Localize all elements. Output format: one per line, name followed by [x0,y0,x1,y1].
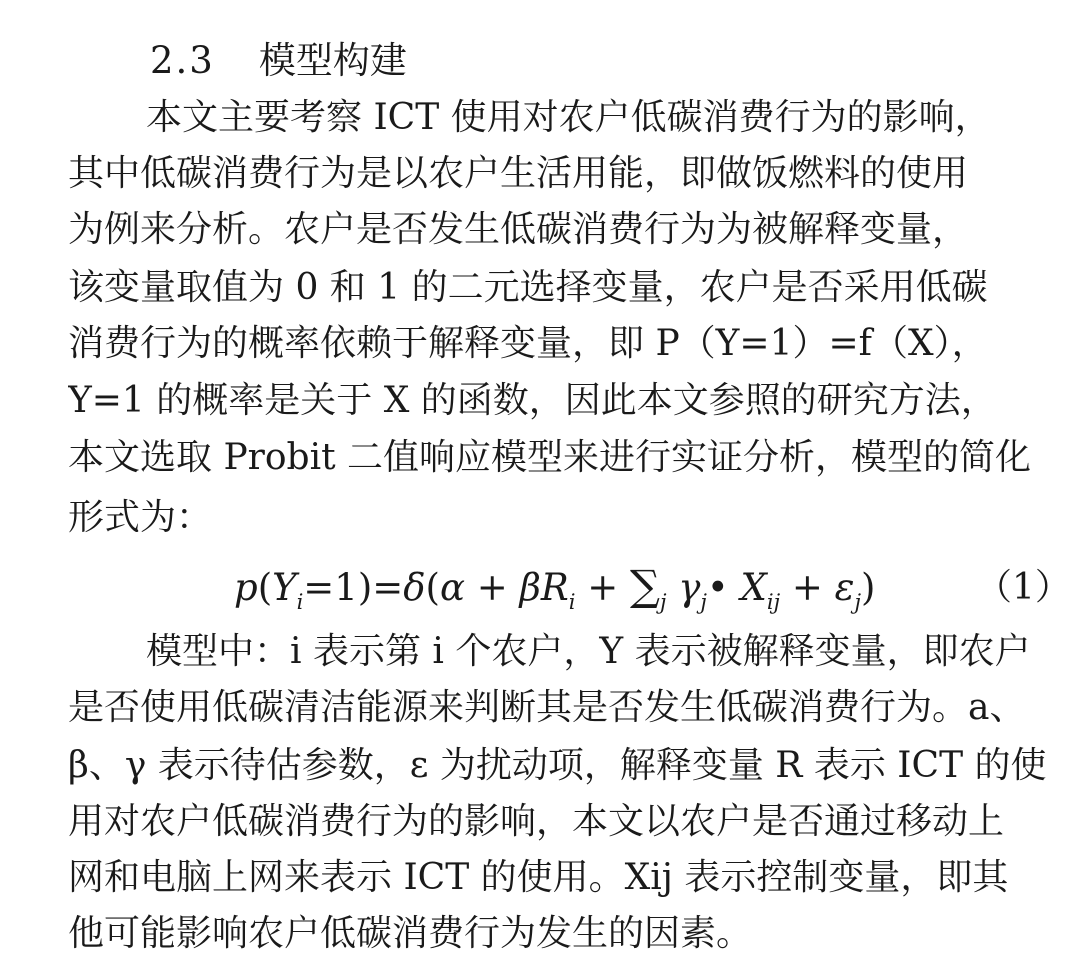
equation-probit: $p(Y_i=1)=\delta(\alpha + \beta R_i + \sum_j$ $\gamma_j•$ $X_{ij} + \varepsilon_j$) [234,561,876,614]
paragraph-1-line-2: 其中低碳消费行为是以农户生活用能，即做饭燃料的使用 [68,153,969,194]
paragraph-1-line-1: 本文主要考察 ICT 使用对农户低碳消费行为的影响， [146,97,991,138]
paragraph-2-line-6: 他可能影响农户低碳消费行为发生的因素。 [68,913,753,954]
section-heading [150,38,407,84]
equation-number: （1） [976,567,1071,608]
paragraph-2-line-3: β、γ 表示待估参数，ε 为扰动项，解释变量 R 表示 ICT 的使 [68,745,1047,786]
paragraph-2-line-5: 网和电脑上网来表示 ICT 的使用。Xij 表示控制变量，即其 [68,857,1009,898]
paragraph-1-line-6: Y=1 的概率是关于 X 的函数，因此本文参照的研究方法， [68,380,997,421]
paragraph-2-line-2: 是否使用低碳清洁能源来判断其是否发生低碳消费行为。a、 [68,687,1026,728]
section-number: 2.3 [150,39,215,82]
paragraph-1-line-8: 形式为： [68,497,213,538]
paragraph-2-line-1: 模型中：i 表示第 i 个农户，Y 表示被解释变量，即农户 [146,631,1031,672]
paragraph-1-line-3: 为例来分析。农户是否发生低碳消费行为为被解释变量， [68,209,969,250]
section-title: 模型构建 [258,39,407,82]
paragraph-1-line-7: 本文选取 Probit 二值响应模型来进行实证分析，模型的简化 [68,437,1032,478]
paragraph-2-line-4: 用对农户低碳消费行为的影响，本文以农户是否通过移动上 [68,801,1005,842]
paragraph-1-line-4: 该变量取值为 0 和 1 的二元选择变量，农户是否采用低碳 [68,267,988,308]
paragraph-1-line-5: 消费行为的概率依赖于解释变量，即 P（Y=1）=f（X）， [68,323,988,364]
